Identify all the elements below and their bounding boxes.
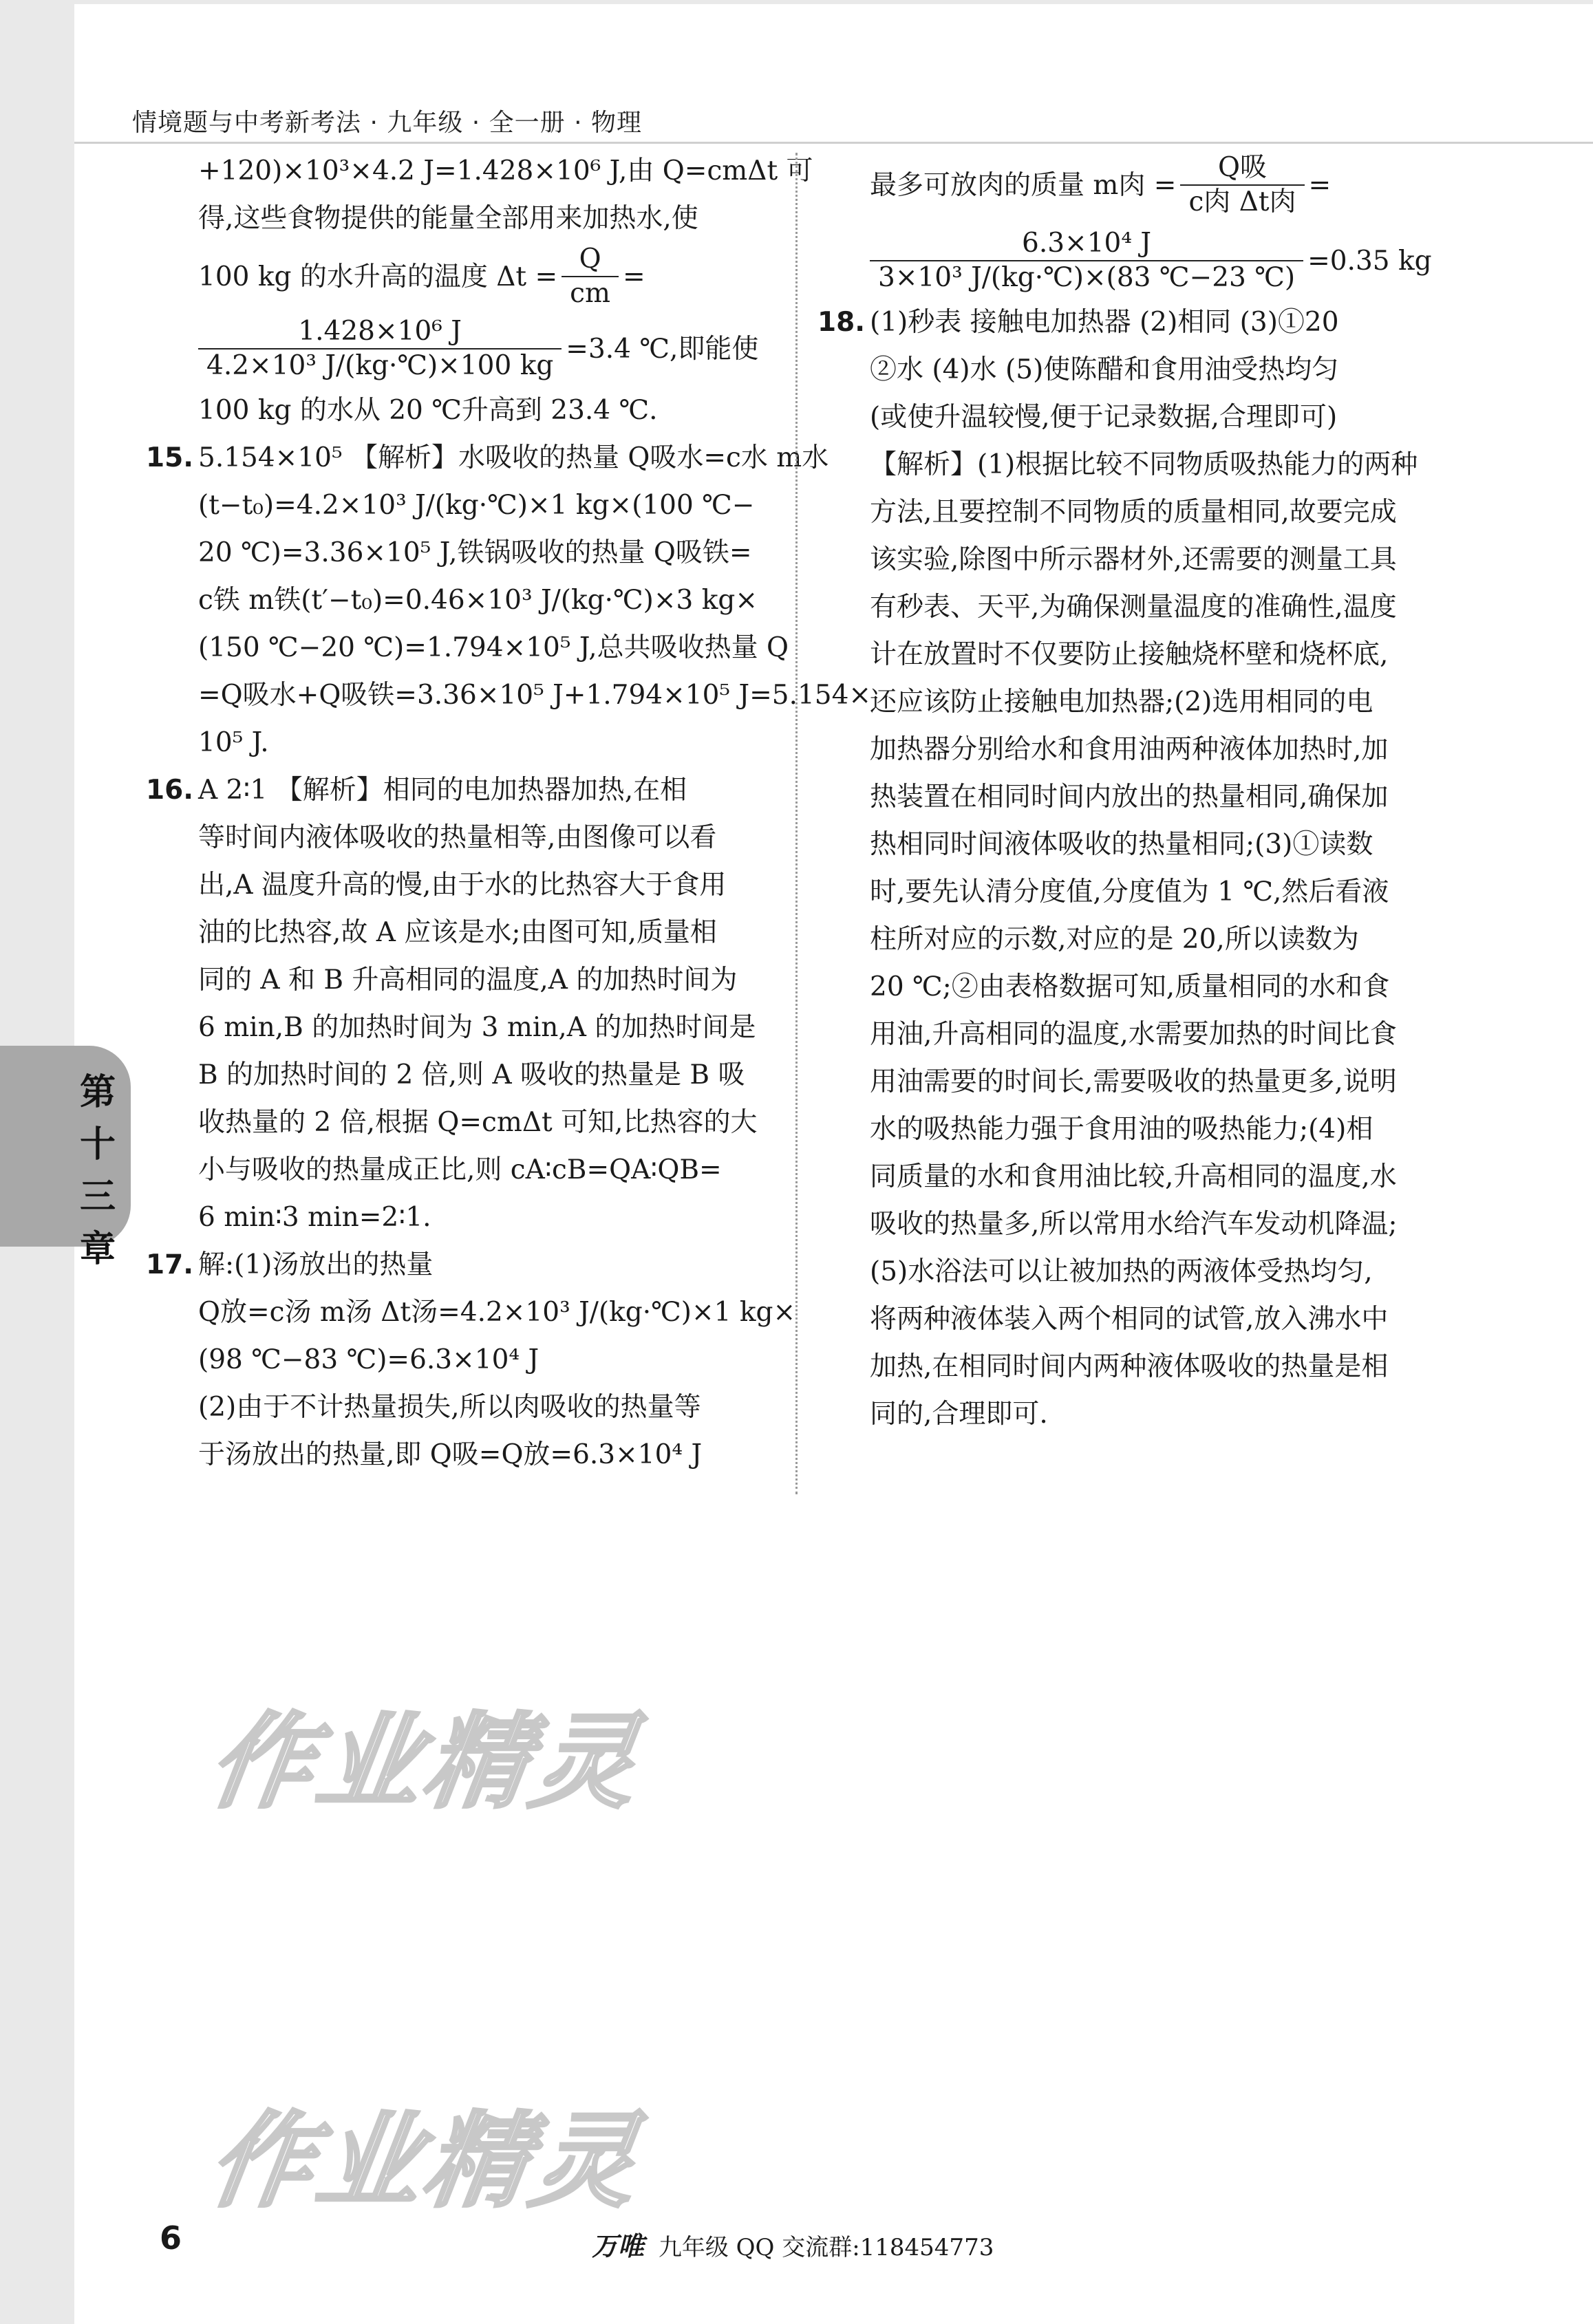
answer-line: 油的比热容,故 A 应该是水;由图可知,质量相 [198,917,717,948]
question-number: 18. [817,307,866,338]
answer-line: 20 ℃)=3.36×10⁵ J,铁锅吸收的热量 Q吸铁= [198,537,752,568]
answer-line: (98 ℃−83 ℃)=6.3×10⁴ J [198,1344,539,1375]
question-17 [146,1241,796,1478]
answer-line: 用油,升高相同的温度,水需要加热的时间比食 [870,1019,1397,1050]
answer-line: A 2∶1 【解析】相同的电加热器加热,在相 [198,775,687,806]
answer-line: 加热,在相同时间内两种液体吸收的热量是相 [870,1351,1389,1382]
answer-line: 同质量的水和食用油比较,升高相同的温度,水 [870,1161,1397,1192]
watermark: 作业精灵 [202,1703,649,1822]
continued-line: 得,这些食物提供的能量全部用来加热水,使 [198,203,698,234]
answer-line: 柱所对应的示数,对应的是 20,所以读数为 [870,924,1359,955]
answer-line: 20 ℃;②由表格数据可知,质量相同的水和食 [870,971,1390,1002]
watermark: 作业精灵 [202,2102,649,2221]
answer-line: ②水 (4)水 (5)使陈醋和食用油受热均匀 [870,354,1339,385]
answer-line: (1)秒表 接触电加热器 (2)相同 (3)①20 [870,307,1339,338]
answer-line: 热装置在相同时间内放出的热量相同,确保加 [870,782,1389,813]
answer-line: 计在放置时不仅要防止接触烧杯壁和烧杯底, [870,639,1389,670]
chapter-char: 章 [79,1229,116,1270]
answer-line: 5.154×10⁵ 【解析】水吸收的热量 Q吸水=c水 m水 [198,442,829,473]
equals-sign: = [622,261,645,292]
fraction-q-over-cm [562,243,619,310]
answer-line: 将两种液体装入两个相同的试管,放入沸水中 [870,1304,1389,1335]
answer-line: 小与吸收的热量成正比,则 cA∶cB=QA∶QB= [198,1154,722,1185]
fraction-numerator: 6.3×10⁴ J [870,227,1303,261]
footer-text: 九年级 QQ 交流群:118454773 [658,2234,994,2261]
right-column [817,147,1455,1438]
fraction-meat-mass-value [870,227,1303,294]
answer-line: 6 min∶3 min=2∶1. [198,1202,431,1233]
fraction-denominator: c肉 Δt肉 [1188,186,1296,217]
answer-line: B 的加热时间的 2 倍,则 A 吸收的热量是 B 吸 [198,1059,745,1090]
chapter-label [76,1066,120,1276]
question-number: 16. [146,775,194,806]
chapter-tab [0,1046,131,1270]
answer-line: 热相同时间液体吸收的热量相同;(3)①读数 [870,829,1373,860]
fraction-denominator: cm [570,278,610,309]
answer-line: 吸收的热量多,所以常用水给汽车发动机降温; [870,1209,1398,1240]
answer-line: (或使升温较慢,便于记录数据,合理即可) [870,402,1338,433]
answer-line: 加热器分别给水和食用油两种液体加热时,加 [870,734,1389,765]
answer-line: 同的 A 和 B 升高相同的温度,A 的加热时间为 [198,965,738,996]
answer-line: c铁 m铁(t′−t₀)=0.46×10³ J/(kg·℃)×3 kg× [198,585,758,616]
continued-line [870,223,1455,299]
answer-line: 还应该防止接触电加热器;(2)选用相同的电 [870,687,1373,718]
continued-line: +120)×10³×4.2 J=1.428×10⁶ J,由 Q=cmΔt 可 [198,155,813,186]
answer-line: =Q吸水+Q吸铁=3.36×10⁵ J+1.794×10⁵ J=5.154× [198,680,872,711]
continued-line [870,147,1455,223]
answer-line: 收热量的 2 倍,根据 Q=cmΔt 可知,比热容的大 [198,1107,758,1138]
inline-text: =3.4 ℃,即能使 [566,333,759,365]
answer-line: 时,要先认清分度值,分度值为 1 ℃,然后看液 [870,876,1389,907]
answer-line: (2)由于不计热量损失,所以肉吸收的热量等 [198,1392,701,1423]
page-number: 6 [160,2219,182,2257]
fraction-denominator: 3×10³ J/(kg·℃)×(83 ℃−23 ℃) [878,262,1296,293]
answer-line: 等时间内液体吸收的热量相等,由图像可以看 [198,822,717,853]
column-divider [795,153,798,1494]
question-15 [146,434,872,766]
question-number: 17. [146,1249,194,1280]
fraction-numerator: Q吸 [1180,151,1304,186]
header-divider [74,142,1593,144]
answer-line: 解:(1)汤放出的热量 [198,1249,434,1280]
equals-sign: = [1308,169,1332,201]
answer-line: 【解析】(1)根据比较不同物质吸热能力的两种 [870,449,1418,480]
answer-line: 有秒表、天平,为确保测量温度的准确性,温度 [870,592,1397,623]
question-16 [146,766,776,1241]
answer-line: Q放=c汤 m汤 Δt汤=4.2×10³ J/(kg·℃)×1 kg× [198,1297,796,1328]
inline-text: 最多可放肉的质量 m肉 = [870,169,1177,201]
fraction-temperature-rise [198,315,562,383]
footer [592,2225,994,2263]
question-number: 15. [146,442,194,473]
page-header: 情境题与中考新考法 · 九年级 · 全一册 · 物理 [132,109,642,137]
inline-text: 100 kg 的水升高的温度 Δt = [198,261,558,292]
answer-line: (5)水浴法可以让被加热的两液体受热均匀, [870,1256,1373,1287]
answer-line: 于汤放出的热量,即 Q吸=Q放=6.3×10⁴ J [198,1439,703,1470]
fraction-numerator: Q [562,243,619,277]
answer-line: 出,A 温度升高的慢,由于水的比热容大于食用 [198,870,727,901]
answer-line: 水的吸热能力强于食用油的吸热能力;(4)相 [870,1114,1373,1145]
continued-line [198,242,776,311]
answer-line: (150 ℃−20 ℃)=1.794×10⁵ J,总共吸收热量 Q [198,632,789,663]
fraction-max-meat-mass [1180,151,1304,219]
continued-line: 100 kg 的水从 20 ℃升高到 23.4 ℃. [198,395,658,426]
fraction-denominator: 4.2×10³ J/(kg·℃)×100 kg [206,350,554,381]
continued-line [198,311,776,387]
answer-line: 用油需要的时间长,需要吸收的热量更多,说明 [870,1066,1397,1097]
inline-text: =0.35 kg [1307,245,1432,277]
chapter-char: 第 [79,1072,116,1113]
answer-line: 6 min,B 的加热时间为 3 min,A 的加热时间是 [198,1012,756,1043]
answer-line: 10⁵ J. [198,727,269,758]
brand-logo: 万唯 [592,2231,645,2261]
answer-line: 同的,合理即可. [870,1399,1048,1430]
fraction-numerator: 1.428×10⁶ J [198,315,562,349]
chapter-char: 十 [79,1124,116,1165]
chapter-char: 三 [79,1176,116,1218]
answer-line: 方法,且要控制不同物质的质量相同,故要完成 [870,497,1397,528]
question-18 [817,299,1455,1438]
answer-line: 该实验,除图中所示器材外,还需要的测量工具 [870,544,1397,575]
answer-line: (t−t₀)=4.2×10³ J/(kg·℃)×1 kg×(100 ℃− [198,490,755,521]
